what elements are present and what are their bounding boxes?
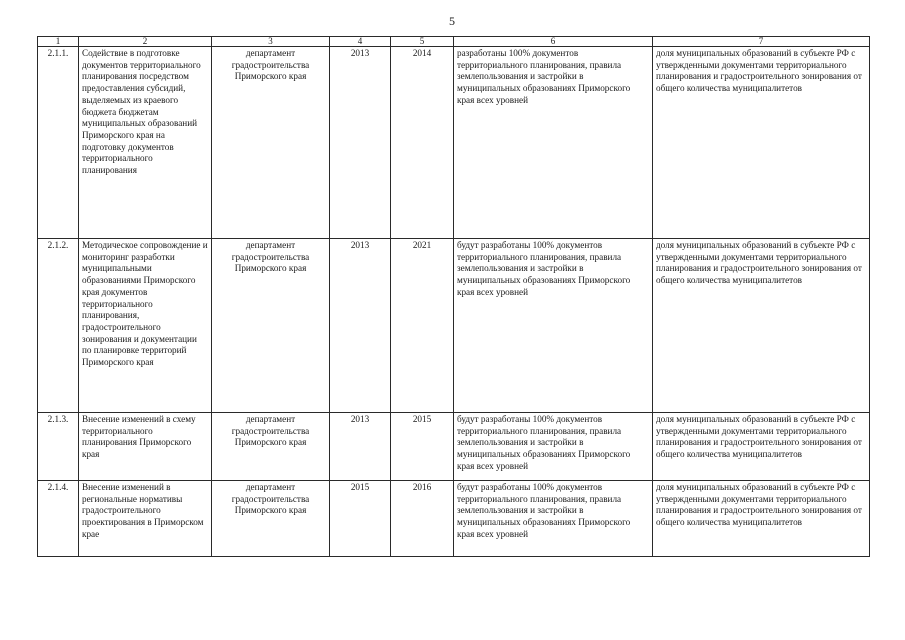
executor: департамент градостроительства Приморского края <box>212 47 330 239</box>
activity-name: Методическое сопровождение и мониторинг разработки муниципальными образованиями Приморского края документов территориального планирования, градостроительного зонирования и документации по планировке территорий Приморского края <box>79 239 212 413</box>
executor: департамент градостроительства Приморского края <box>212 239 330 413</box>
column-header: 1 <box>38 37 79 47</box>
indicator: доля муниципальных образований в субъекте РФ с утвержденными документами территориального планирования и градостроительного зонирования от общего количества муниципалитетов <box>653 47 870 239</box>
activity-name: Внесение изменений в региональные нормативы градостроительного проектирования в Приморском крае <box>79 481 212 557</box>
header-row <box>38 37 870 47</box>
column-header: 7 <box>653 37 870 47</box>
row-number: 2.1.2. <box>38 239 79 413</box>
end-year: 2016 <box>391 481 454 557</box>
indicator: доля муниципальных образований в субъекте РФ с утвержденными документами территориального планирования и градостроительного зонирования от общего количества муниципалитетов <box>653 481 870 557</box>
indicator: доля муниципальных образований в субъекте РФ с утвержденными документами территориального планирования и градостроительного зонирования от общего количества муниципалитетов <box>653 239 870 413</box>
table-row <box>38 47 870 239</box>
expected-result: будут разработаны 100% документов территориального планирования, правила землепользования и застройки в муниципальных образованиях Приморского края всех уровней <box>454 481 653 557</box>
page-number: 5 <box>449 14 455 28</box>
expected-result: разработаны 100% документов территориального планирования, правила землепользования и застройки в муниципальных образованиях Приморского края всех уровней <box>454 47 653 239</box>
table-row <box>38 239 870 413</box>
table-row <box>38 481 870 557</box>
start-year: 2015 <box>330 481 391 557</box>
end-year: 2021 <box>391 239 454 413</box>
indicator: доля муниципальных образований в субъекте РФ с утвержденными документами территориального планирования и градостроительного зонирования от общего количества муниципалитетов <box>653 413 870 481</box>
column-header: 5 <box>391 37 454 47</box>
start-year: 2013 <box>330 239 391 413</box>
start-year: 2013 <box>330 413 391 481</box>
column-header: 4 <box>330 37 391 47</box>
column-header: 3 <box>212 37 330 47</box>
activity-name: Внесение изменений в схему территориального планирования Приморского края <box>79 413 212 481</box>
expected-result: будут разработаны 100% документов территориального планирования, правила землепользования и застройки в муниципальных образованиях Приморского края всех уровней <box>454 239 653 413</box>
end-year: 2015 <box>391 413 454 481</box>
start-year: 2013 <box>330 47 391 239</box>
row-number: 2.1.3. <box>38 413 79 481</box>
executor: департамент градостроительства Приморского края <box>212 413 330 481</box>
end-year: 2014 <box>391 47 454 239</box>
column-header: 2 <box>79 37 212 47</box>
activity-name: Содействие в подготовке документов территориального планирования посредством предоставления субсидий, выделяемых из краевого бюджета бюджетам муниципальных образований Приморского края на подготовку документов территориального планирования <box>79 47 212 239</box>
column-header: 6 <box>454 37 653 47</box>
executor: департамент градостроительства Приморского края <box>212 481 330 557</box>
expected-result: будут разработаны 100% документов территориального планирования, правила землепользования и застройки в муниципальных образованиях Приморского края всех уровней <box>454 413 653 481</box>
row-number: 2.1.4. <box>38 481 79 557</box>
table-row <box>38 413 870 481</box>
row-number: 2.1.1. <box>38 47 79 239</box>
activities-table <box>37 36 870 557</box>
